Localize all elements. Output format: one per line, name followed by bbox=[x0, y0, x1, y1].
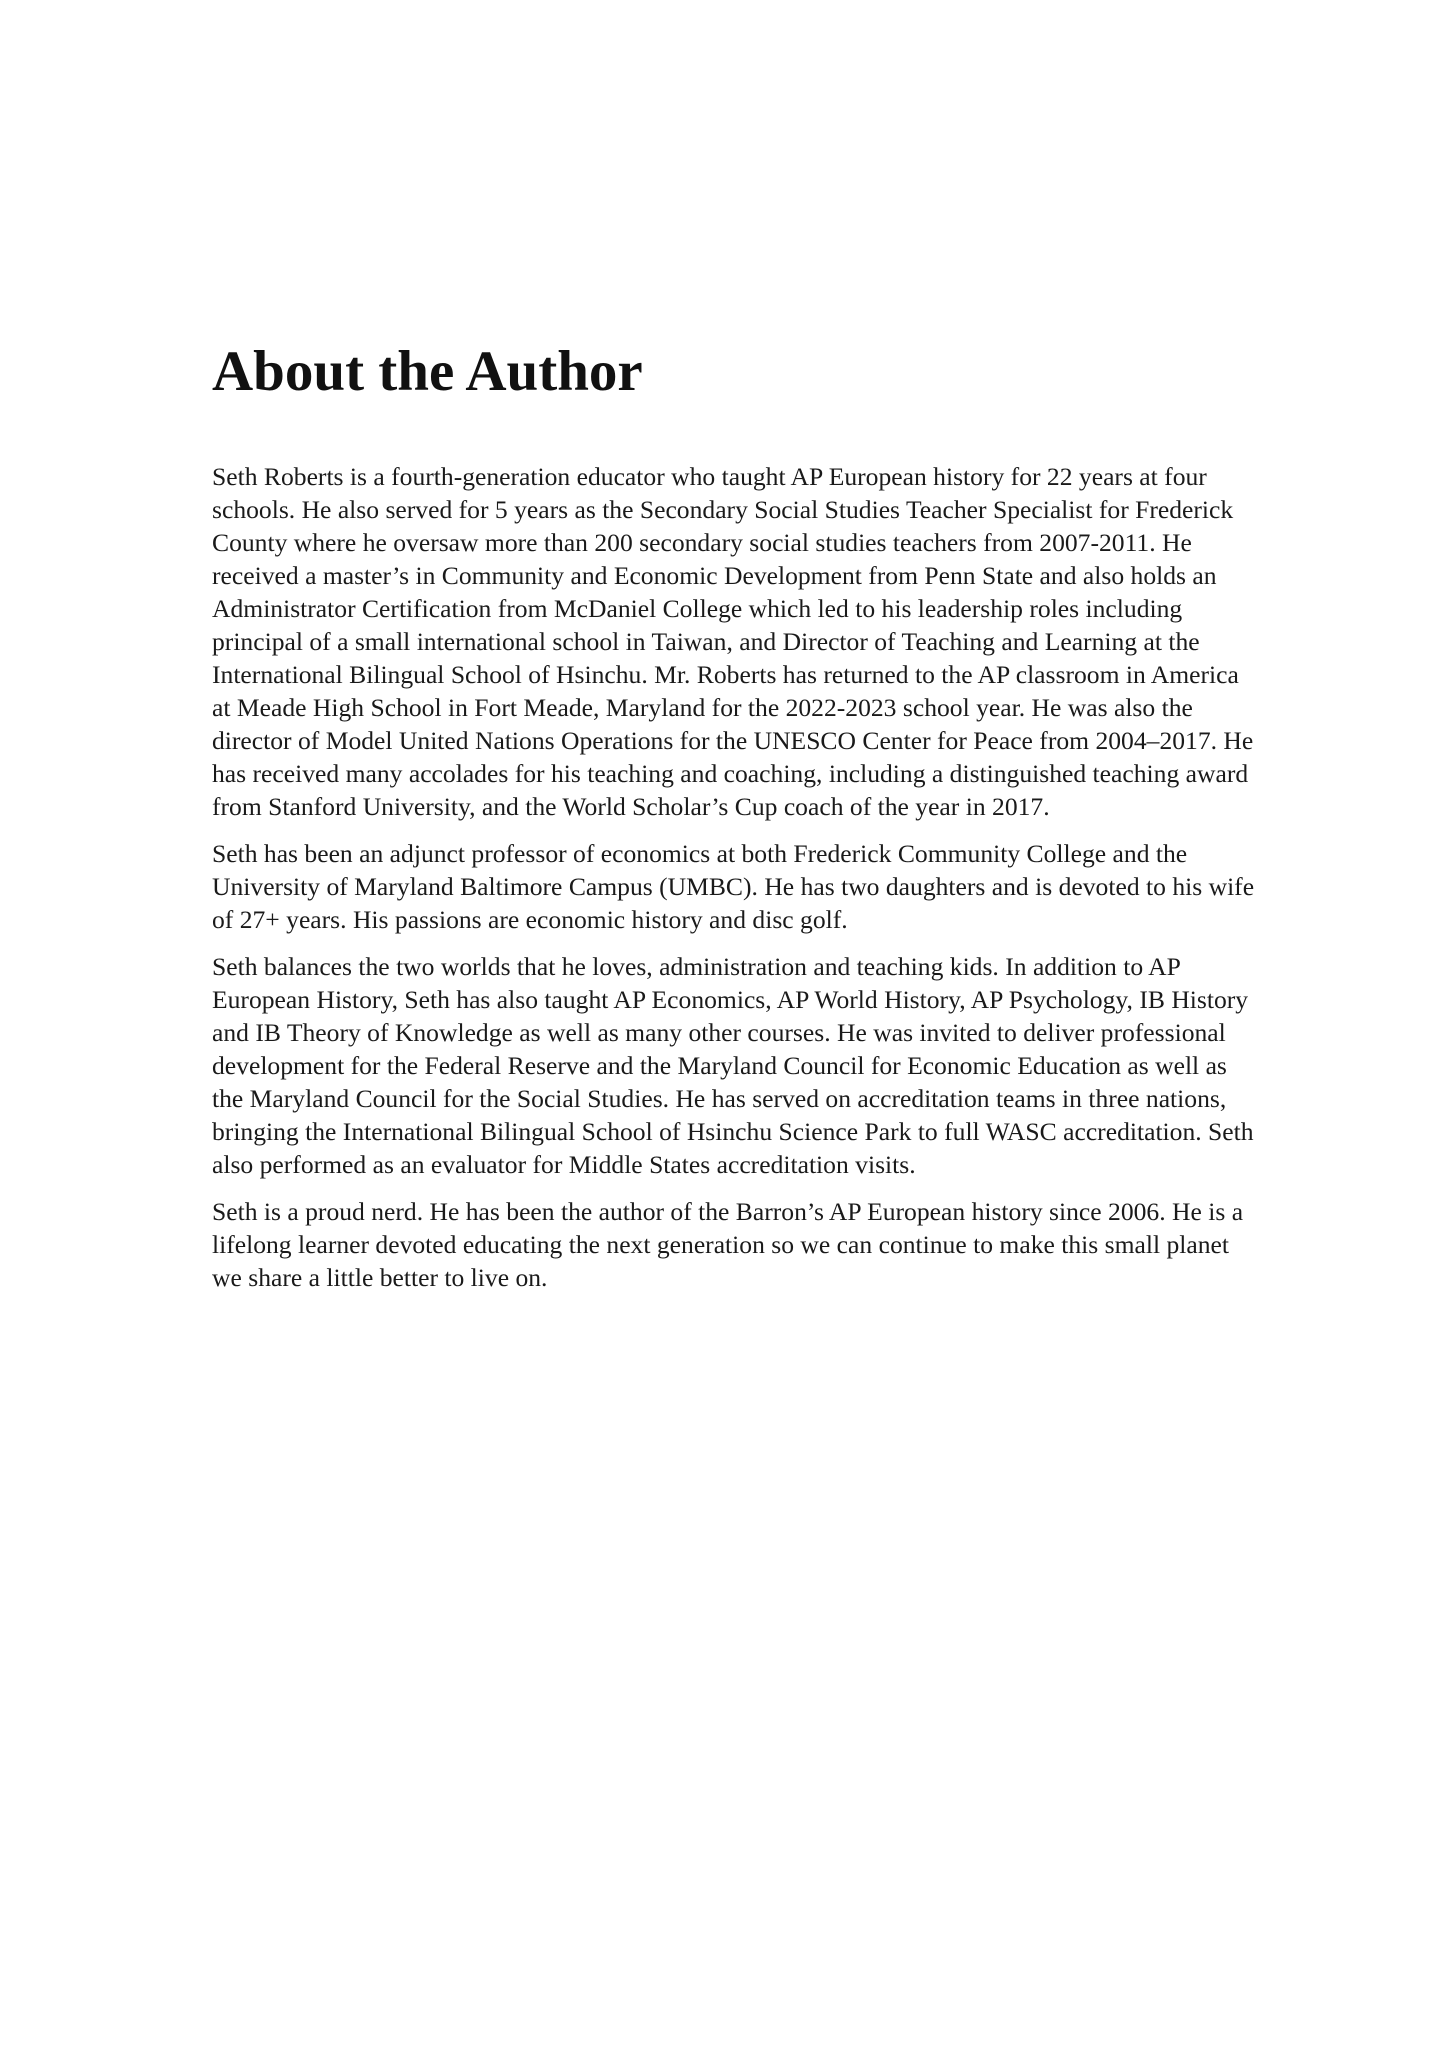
paragraph-academic: Seth has been an adjunct professor of economics at both Frederick Community College and the University of Maryland Baltimore Campus (UMBC). He has two daughters and is devoted to his wife of 27+ years. His passions are economic history and disc golf. bbox=[212, 839, 1255, 934]
document-page bbox=[212, 340, 1262, 1308]
paragraph-closing: Seth is a proud nerd. He has been the author of the Barron’s AP European history since 2006. He is a lifelong learner devoted educating the next generation so we can continue to make this small planet we share a little better to live on. bbox=[212, 1197, 1244, 1292]
paragraph-administration: Seth balances the two worlds that he loves, administration and teaching kids. In addition to AP European History, Seth has also taught AP Economics, AP World History, AP Psychology, IB History and IB Theory of Knowledge as well as many other courses. He was invited to deliver professional development for the Federal Reserve and the Maryland Council for Economic Education as well as the Maryland Council for the Social Studies. He has served on accreditation teams in three nations, bringing the International Bilingual School of Hsinchu Science Park to full WASC accreditation. Seth also performed as an evaluator for Middle States accreditation visits. bbox=[212, 952, 1254, 1179]
page-title: About the Author bbox=[212, 340, 643, 403]
paragraph-biography: Seth Roberts is a fourth-generation educator who taught AP European history for 22 years at four schools. He also served for 5 years as the Secondary Social Studies Teacher Specialist for Frederick County where he oversaw more than 200 secondary social studies teachers from 2007-2011. He received a master’s in Community and Economic Development from Penn State and also holds an Administrator Certification from McDaniel College which led to his leadership roles including principal of a small international school in Taiwan, and Director of Teaching and Learning at the International Bilingual School of Hsinchu. Mr. Roberts has returned to the AP classroom in America at Meade High School in Fort Meade, Maryland for the 2022-2023 school year. He was also the director of Model United Nations Operations for the UNESCO Center for Peace from 2004–2017. He has received many accolades for his teaching and coaching, including a distinguished teaching award from Stanford University, and the World Scholar’s Cup coach of the year in 2017. bbox=[212, 462, 1254, 821]
